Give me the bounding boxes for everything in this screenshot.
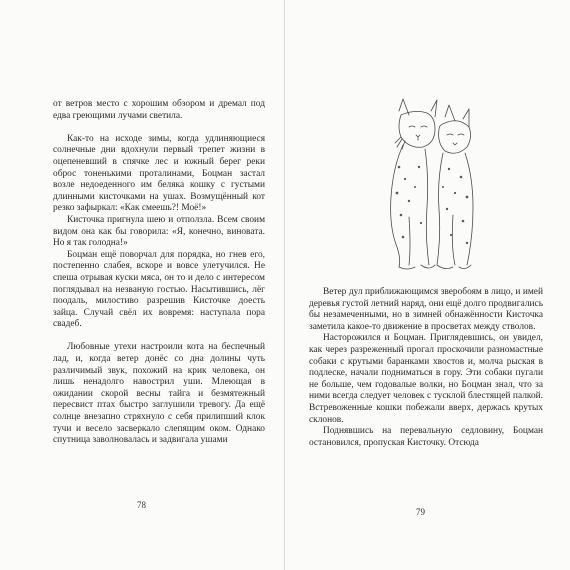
left-page-text (53, 99, 265, 447)
right-page (285, 0, 570, 570)
paragraph: Ветер дул приближающимся зверобоям в лицо, и имей деревья густой летний наряд, они ещё долго продвигались бы незамеченными, но в зимней обнажённости Кисточка заметила какое-то движение в просветах между стволов. (309, 287, 543, 332)
paragraph: Насторожился и Боцман. Приглядевшись, он увидел, как через разреженный прогал проскочили разномастные собаки с крутыми баранками хвостов и, молча рыская в подлеске, начали подниматься в гору. Эти собаки пугали не больше, чем годовалые волки, но Боцман знал, что за ними всегда следует человек с тусклой блестящей палкой. Встревоженные кошки побежали вверх, держась крутых склонов. (309, 333, 543, 425)
paragraph: Кисточка пригнула шею и отползла. Всем своим видом она как бы говорила: «Я, конечно, виновата. Но я так голодна!» (53, 214, 265, 249)
paragraph: Боцман ещё поворчал для порядка, но гнев его, постепенно слабея, вскоре и вовсе улетучился. Не спеша отрывая куски мяса, он то и дело с интересом поглядывал на незваную гостью. Насытившись, лёг поодаль, милостиво разрешив Кисточке доесть зайца. Случай свёл их вовремя: наступала пора свадеб. (53, 249, 265, 330)
right-page-text (309, 287, 543, 449)
paragraph: Любовные утехи настроили кота на беспечный лад, и, когда ветер донёс со дна долины чуть различимый звук, похожий на крик человека, он лишь ненадолго навострил уши. Млеющая в ожидании скорой весны тайга и безмятежный пересвист птах быстро заглушили тревогу. Да ещё солнце внезапно стряхнуло с себя прилипший клок тучи и весело засверкало слепящим оком. Однако спутница заволновалась и задвигала ушами (53, 342, 265, 446)
paragraph: Как-то на исходе зимы, когда удлиняющиеся солнечные дни вдохнули первый трепет жизни в оцепеневший в спячке лес и южный берег реки оброс тоненькими проталинами, Боцман застал возле недоеденного им беляка кошку с густыми длинными кисточками на ушах. Возмущённый кот резко зафыркал: «Как смеешь?! Моё!» (53, 133, 265, 214)
page-number: 79 (416, 507, 425, 517)
lynx-pair-drawing-icon (379, 97, 479, 275)
paragraph: от ветров место с хорошим обзором и дремал под едва греющими лучами светила. (53, 99, 265, 121)
paragraph: Поднявшись на перевальную седловину, Боцман остановился, пропуская Кисточку. Отсюда (309, 426, 543, 448)
page-number: 78 (137, 500, 146, 510)
